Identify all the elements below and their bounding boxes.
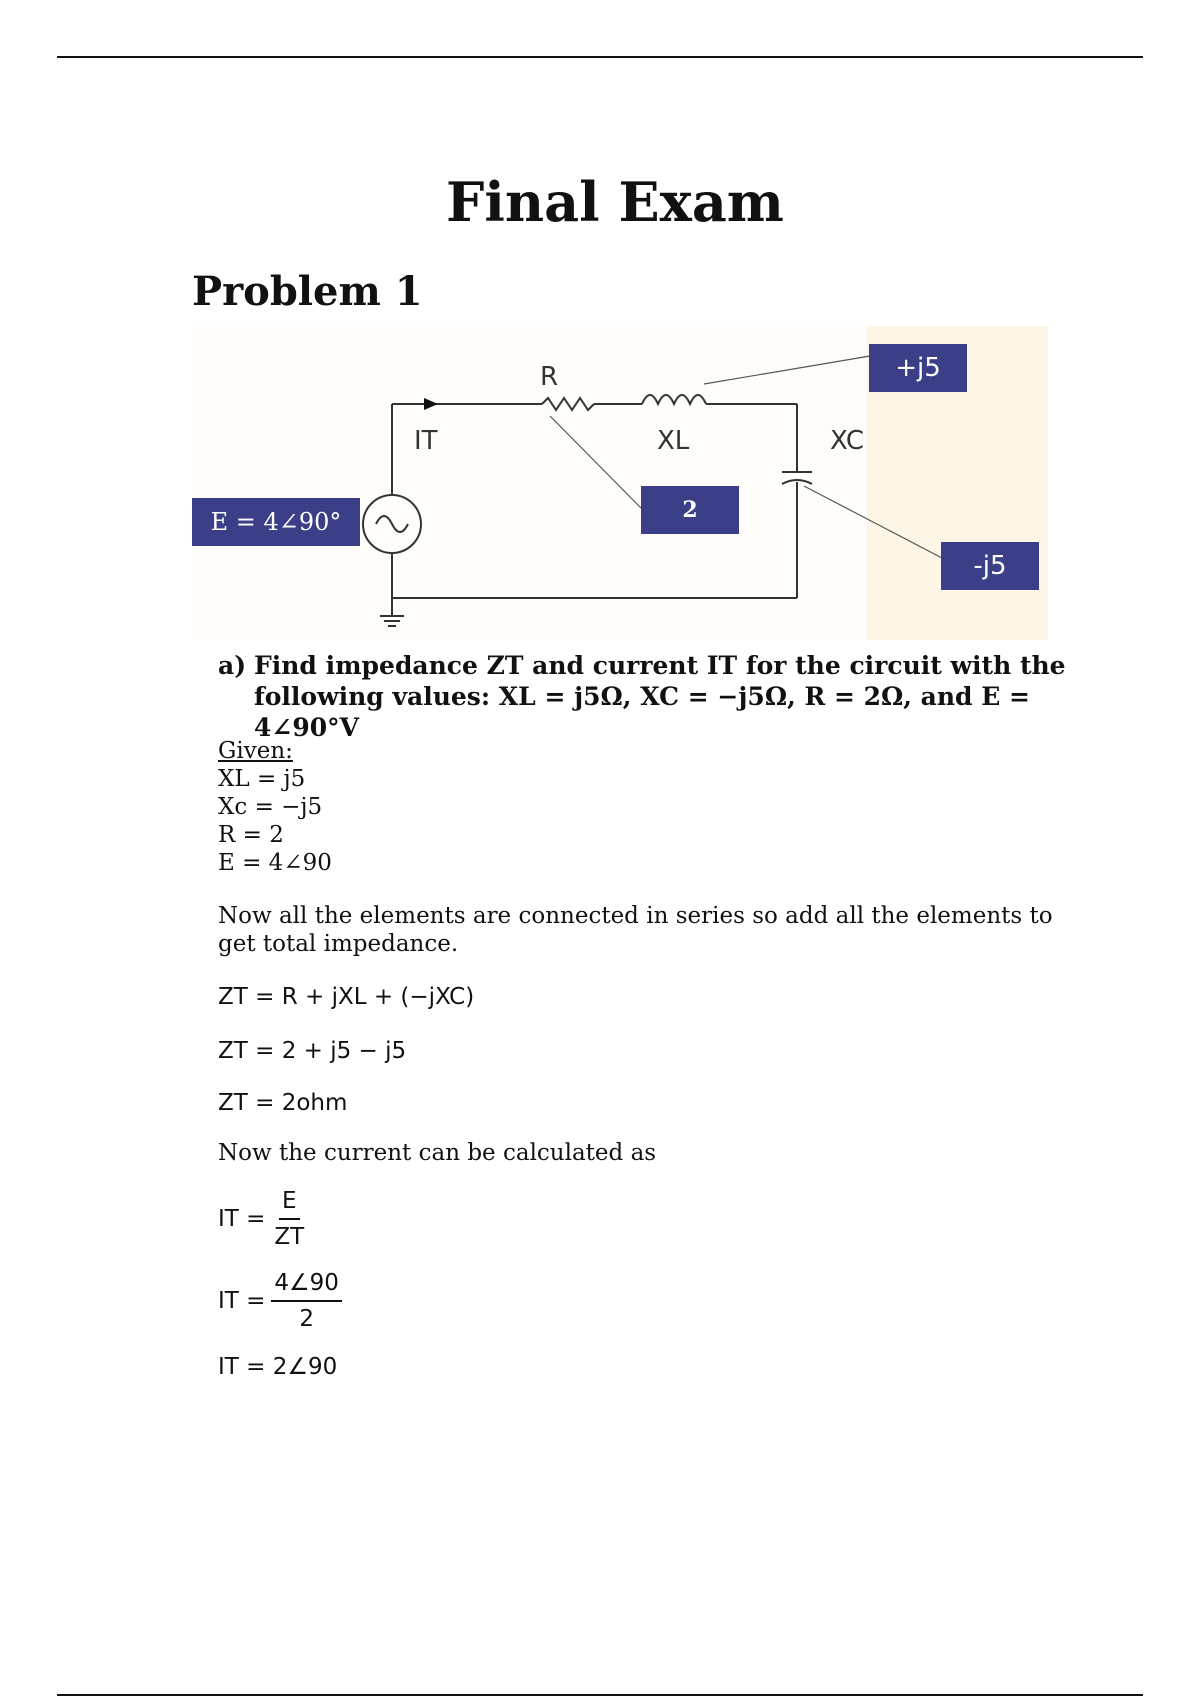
question-a: [218, 650, 1078, 743]
given-heading: Given:: [218, 738, 293, 764]
impedance-result: ZT = 2ohm: [218, 1090, 348, 1116]
page-title: Final Exam: [446, 170, 784, 234]
given-item: R = 2: [218, 822, 284, 848]
fraction: [271, 1188, 307, 1250]
given-item: Xc = −j5: [218, 794, 323, 820]
fraction: [271, 1270, 342, 1332]
fraction-numerator: 4∠90: [271, 1270, 342, 1302]
current-substitution: [218, 1270, 342, 1332]
impedance-equation-2: ZT = 2 + j5 − j5: [218, 1038, 407, 1064]
bottom-rule: [57, 1694, 1143, 1696]
fraction-denominator: 2: [299, 1306, 314, 1332]
r-value-tag: 2: [641, 486, 739, 534]
given-item: XL = j5: [218, 766, 306, 792]
fraction-denominator: ZT: [274, 1224, 305, 1250]
current-formula: [218, 1188, 307, 1250]
xc-value-tag: -j5: [941, 542, 1039, 590]
question-text: Find impedance ZT and current IT for the circuit with the following values: XL = j5Ω, XC = −j5Ω, R = 2Ω, and E = 4∠90°V: [254, 651, 1066, 742]
source-voltage-tag: E = 4∠90°: [192, 498, 360, 546]
current-label: IT: [414, 426, 438, 456]
given-list: [218, 765, 1078, 877]
xl-value-tag: +j5: [869, 344, 967, 392]
impedance-equation-1: ZT = R + jXL + (−jXC): [218, 984, 475, 1010]
current-lhs: IT =: [218, 1206, 266, 1232]
fraction-numerator: E: [279, 1188, 300, 1220]
current-explanation: Now the current can be calculated as: [218, 1140, 657, 1166]
capacitor-label: XC: [830, 426, 865, 456]
current-result: IT = 2∠90: [218, 1354, 338, 1380]
circuit-figure: [192, 326, 1048, 640]
given-item: E = 4∠90: [218, 850, 332, 876]
inductor-label: XL: [657, 426, 690, 456]
series-explanation: Now all the elements are connected in series so add all the elements to get total impedance.: [218, 903, 1053, 957]
problem-heading: Problem 1: [192, 268, 423, 315]
top-rule: [57, 56, 1143, 58]
resistor-label: R: [540, 362, 559, 392]
current-lhs: IT =: [218, 1288, 266, 1314]
question-label: a): [218, 651, 247, 680]
